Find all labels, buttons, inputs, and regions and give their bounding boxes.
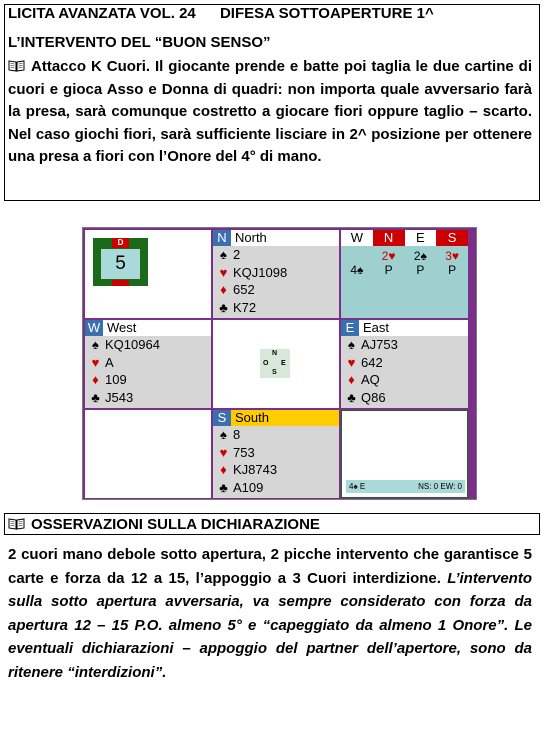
diamond-icon: ♦ (220, 462, 227, 477)
result-bar (346, 480, 465, 493)
compass-e: E (281, 360, 286, 367)
observations-heading (8, 516, 320, 533)
south-diamonds: KJ8743 (233, 462, 278, 477)
west-spades: KQ10964 (105, 337, 160, 352)
seat-name-south: South (235, 410, 269, 425)
club-icon: ♣ (219, 299, 228, 315)
compass-o: O (263, 360, 269, 367)
compass-s: S (272, 369, 277, 376)
board-marker (93, 238, 148, 286)
seat-name-north: North (235, 230, 267, 245)
part-label: 1^ (416, 5, 434, 22)
south-hand (213, 410, 339, 498)
lesson-title: L’INTERVENTO DEL “BUON SENSO” (8, 34, 271, 51)
header-row (8, 5, 434, 22)
east-diamonds: AQ (361, 372, 380, 387)
auction-header-w: W (341, 230, 373, 246)
south-clubs: A109 (233, 479, 264, 495)
bid-cell (341, 249, 373, 263)
bid-cell: 3♥ (445, 249, 460, 263)
heart-icon: ♥ (219, 444, 228, 460)
east-hearts: 642 (361, 354, 383, 370)
result-cell (341, 410, 468, 498)
topic-title: DIFESA SOTTOAPERTURE (219, 5, 413, 22)
north-clubs: K72 (233, 299, 257, 315)
east-hand (341, 320, 468, 408)
empty-cell (85, 410, 211, 498)
diamond-icon: ♦ (220, 282, 227, 297)
lesson-text: Attacco K Cuori. Il giocante prende e batte poi taglia le due cartine di cuori e gioca Asso e Donna di quadri: non importa quale avversario farà la presa, sarà comunque costretto a giocare fiori oppure taglio – scarto. Nel caso giochi fiori, sarà sufficiente lisciare in 2^ posizione per ottenere una presa a fiori con l’Onore del 4° di mano. (8, 58, 532, 165)
north-diamonds: 652 (233, 282, 255, 297)
bid-cell: 2♠ (413, 249, 427, 263)
east-clubs: Q86 (361, 389, 386, 405)
bid-cell: P (416, 263, 425, 277)
south-hearts: 753 (233, 444, 255, 460)
series-title: LICITA AVANZATA VOL. 24 (8, 5, 196, 22)
north-hearts: KQJ1098 (233, 264, 288, 280)
auction-header-n: N (373, 230, 405, 246)
bridge-diagram (82, 227, 477, 500)
club-icon: ♣ (219, 479, 228, 495)
club-icon: ♣ (91, 389, 100, 405)
west-clubs: J543 (105, 389, 134, 405)
spade-icon: ♠ (92, 337, 99, 352)
auction-header-s: S (436, 230, 468, 246)
bid-cell: P (448, 263, 457, 277)
east-spades: AJ753 (361, 337, 398, 352)
seat-badge-north: N (213, 230, 231, 246)
observations-title: OSSERVAZIONI SULLA DICHIARAZIONE (31, 516, 320, 533)
observations-italic: L’intervento sulla sotto apertura avversaria, va sempre considerato con forza da apertura 12 – 15 P.O. almeno 5° e “capeggiato da almeno 1 Onore”. Le eventuali dichiarazioni – appoggio del partner dell’apertore, sono da ritenere “interdizioni”. (8, 569, 532, 681)
north-spades: 2 (233, 247, 241, 262)
compass-n: N (272, 350, 278, 357)
compass-cell (213, 320, 339, 408)
west-hand (85, 320, 211, 408)
auction-row (341, 263, 468, 277)
heart-icon: ♥ (347, 354, 356, 370)
south-spades: 8 (233, 427, 241, 442)
spade-icon: ♠ (220, 427, 227, 442)
open-book-icon (8, 518, 25, 530)
bid-cell: 2♥ (381, 249, 396, 263)
board-cell (85, 230, 211, 318)
auction-row (341, 249, 468, 263)
lesson-paragraph (8, 56, 532, 169)
heart-icon: ♥ (219, 264, 228, 280)
seat-name-west: West (107, 320, 137, 335)
result-contract: 4♠ E (349, 482, 366, 491)
seat-badge-east: E (341, 320, 359, 336)
auction-table (341, 230, 468, 318)
result-score: NS: 0 EW: 0 (418, 482, 462, 491)
compass-icon (260, 349, 290, 378)
north-hand (213, 230, 339, 318)
diamond-icon: ♦ (348, 372, 355, 387)
spade-icon: ♠ (220, 247, 227, 262)
bid-cell: 4♠ (350, 263, 364, 277)
heart-icon: ♥ (91, 354, 100, 370)
observations-text (8, 543, 532, 684)
west-hearts: A (105, 354, 114, 370)
bid-cell: P (384, 263, 393, 277)
observations-plain: 2 cuori mano debole sotto apertura, 2 picche intervento che garantisce 5 carte e forza da 12 a 15, l’appoggio a 3 Cuori interdizione. (8, 546, 532, 587)
auction-header-e: E (405, 230, 437, 246)
board-vul-strip (112, 280, 129, 286)
club-icon: ♣ (347, 389, 356, 405)
board-number: 5 (101, 249, 140, 279)
seat-badge-west: W (85, 320, 103, 336)
west-diamonds: 109 (105, 372, 127, 387)
open-book-icon (8, 60, 25, 72)
spade-icon: ♠ (348, 337, 355, 352)
seat-badge-south: S (213, 410, 231, 426)
dealer-label: D (112, 238, 129, 248)
diamond-icon: ♦ (92, 372, 99, 387)
seat-name-east: East (363, 320, 390, 335)
